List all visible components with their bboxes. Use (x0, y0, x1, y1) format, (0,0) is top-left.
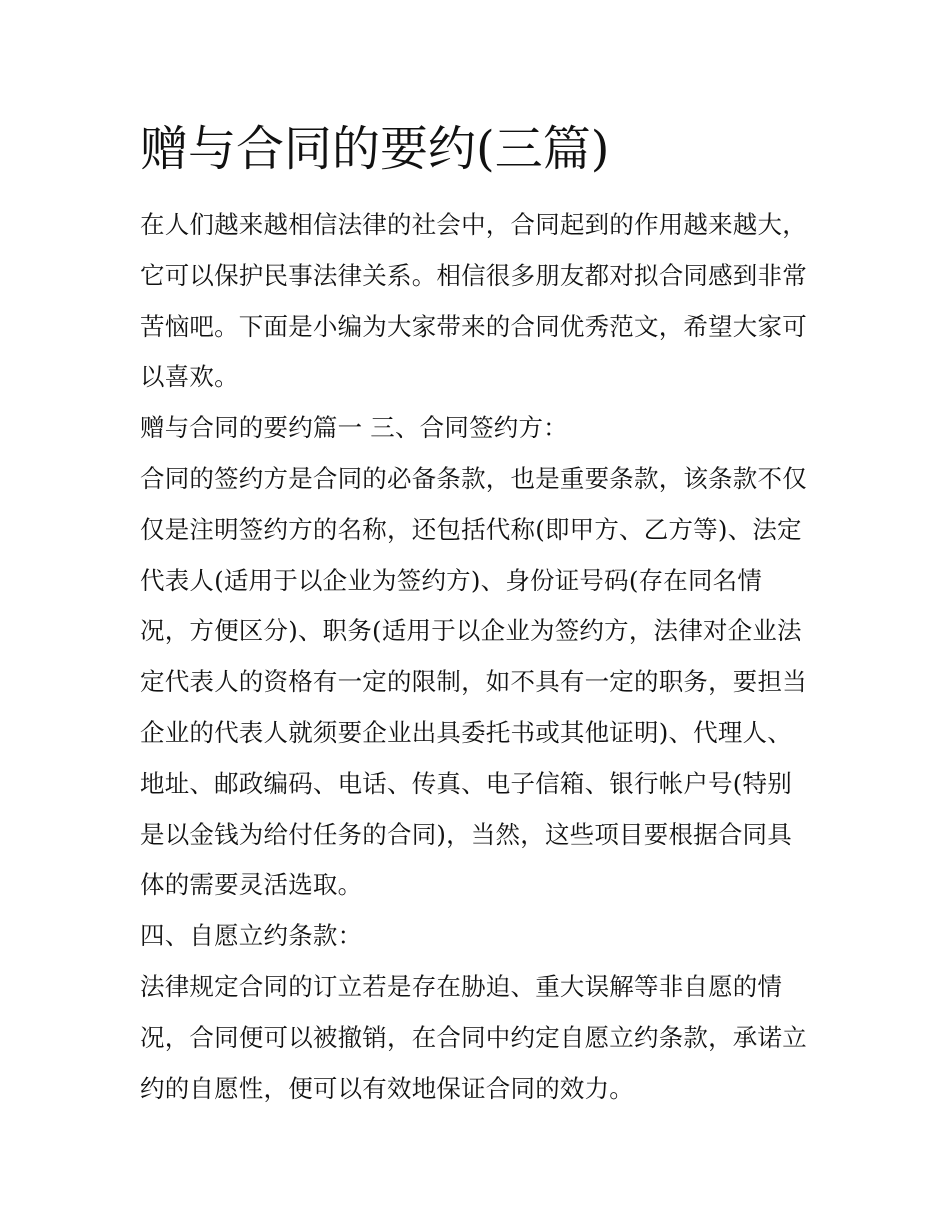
text-line: 在人们越来越相信法律的社会中，合同起到的作用越来越大， (140, 210, 807, 239)
text-line: 仅是注明签约方的名称，还包括代称(即甲方、乙方等)、法定 (140, 514, 802, 544)
text-line: 体的需要灵活选取。 (140, 870, 363, 900)
section-heading: 赠与合同的要约篇一 三、合同签约方： (140, 413, 568, 443)
text-line: 况，合同便可以被撤销，在合同中约定自愿立约条款，承诺立 (140, 1022, 807, 1052)
text-line: 以喜欢。 (140, 362, 239, 392)
text-line: 企业的代表人就须要企业出具委托书或其他证明)、代理人、 (140, 717, 792, 747)
text-line: 合同的签约方是合同的必备条款，也是重要条款，该条款不仅 (140, 463, 807, 493)
document-body (140, 200, 815, 1114)
text-line: 法律规定合同的订立若是存在胁迫、重大误解等非自愿的情 (140, 971, 783, 1001)
text-line: 苦恼吧。下面是小编为大家带来的合同优秀范文，希望大家可 (140, 311, 807, 341)
document-page (140, 108, 815, 1114)
text-line: 约的自愿性，便可以有效地保证合同的效力。 (140, 1073, 634, 1103)
text-line: 是以金钱为给付任务的合同)，当然，这些项目要根据合同具 (140, 819, 792, 849)
section-heading: 四、自愿立约条款： (140, 921, 363, 951)
text-line: 地址、邮政编码、电话、传真、电子信箱、银行帐户号(特别 (140, 768, 792, 798)
document-title: 赠与合同的要约(三篇) (140, 121, 610, 177)
text-line: 它可以保护民事法律关系。相信很多朋友都对拟合同感到非常 (140, 260, 807, 290)
text-line: 定代表人的资格有一定的限制，如不具有一定的职务，要担当 (140, 667, 807, 697)
text-line: 代表人(适用于以企业为签约方)、身份证号码(存在同名情 (140, 565, 763, 595)
text-line: 况，方便区分)、职务(适用于以企业为签约方，法律对企业法 (140, 616, 802, 646)
